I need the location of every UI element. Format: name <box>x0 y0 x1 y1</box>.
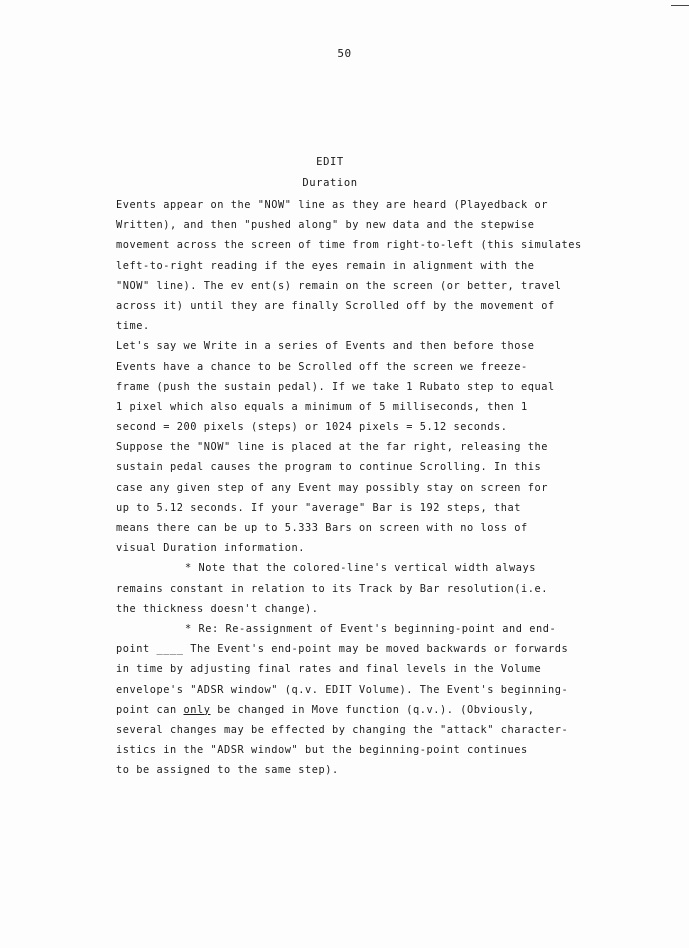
text-line: * Re: Re-assignment of Event's beginning-point and end- <box>185 622 557 635</box>
text-line: in time by adjusting final rates and final levels in the Volume <box>116 663 542 676</box>
text-line: sustain pedal causes the program to continue Scrolling. In this <box>116 461 542 474</box>
text-line: 1 pixel which also equals a minimum of 5 milliseconds, then 1 <box>116 400 528 413</box>
section-subtitle: Duration <box>302 177 358 189</box>
text-line: Written), and then "pushed along" by new data and the stepwise <box>116 219 535 232</box>
text-line: the thickness doesn't change). <box>116 602 319 615</box>
text-line: case any given step of any Event may possibly stay on screen for <box>116 481 548 494</box>
corner-mark <box>671 5 689 6</box>
text-line: to be assigned to the same step). <box>116 764 339 777</box>
page-number: 50 <box>337 47 352 60</box>
text-line: second = 200 pixels (steps) or 1024 pixels = 5.12 seconds. <box>116 421 508 434</box>
text-line: istics in the "ADSR window" but the beginning-point continues <box>116 744 528 757</box>
text-line: Suppose the "NOW" line is placed at the far right, releasing the <box>116 441 548 454</box>
text-line: several changes may be effected by changing the "attack" character- <box>116 723 569 736</box>
body-text <box>116 195 586 780</box>
text-line: "NOW" line). The ev ent(s) remain on the screen (or better, travel <box>116 279 562 292</box>
text-line: movement across the screen of time from right-to-left (this simulates <box>116 239 582 252</box>
text-line: Let's say we Write in a series of Events and then before those <box>116 340 535 353</box>
text-line: envelope's "ADSR window" (q.v. EDIT Volume). The Event's beginning- <box>116 683 569 696</box>
section-title: EDIT <box>316 156 344 168</box>
text-line: up to 5.12 seconds. If your "average" Bar is 192 steps, that <box>116 501 521 514</box>
text-line: remains constant in relation to its Track by Bar resolution(i.e. <box>116 582 548 595</box>
text-line: Events appear on the "NOW" line as they are heard (Playedback or <box>116 199 548 211</box>
text-segment: be changed in Move function (q.v.). (Obviously, <box>210 703 535 716</box>
underlined-word: only <box>183 703 211 716</box>
text-line: visual Duration information. <box>116 542 305 555</box>
text-line: left-to-right reading if the eyes remain in alignment with the <box>116 259 535 272</box>
text-line: frame (push the sustain pedal). If we take 1 Rubato step to equal <box>116 380 555 393</box>
text-line: Events have a chance to be Scrolled off the screen we freeze- <box>116 360 528 373</box>
text-line: time. <box>116 320 150 333</box>
text-segment: point can <box>116 703 184 716</box>
text-line <box>116 700 586 720</box>
text-line: * Note that the colored-line's vertical width always <box>185 562 536 575</box>
text-line: point ____ The Event's end-point may be moved backwards or forwards <box>116 643 569 656</box>
text-line: across it) until they are finally Scrolled off by the movement of <box>116 299 555 312</box>
text-line: means there can be up to 5.333 Bars on screen with no loss of <box>116 522 528 534</box>
